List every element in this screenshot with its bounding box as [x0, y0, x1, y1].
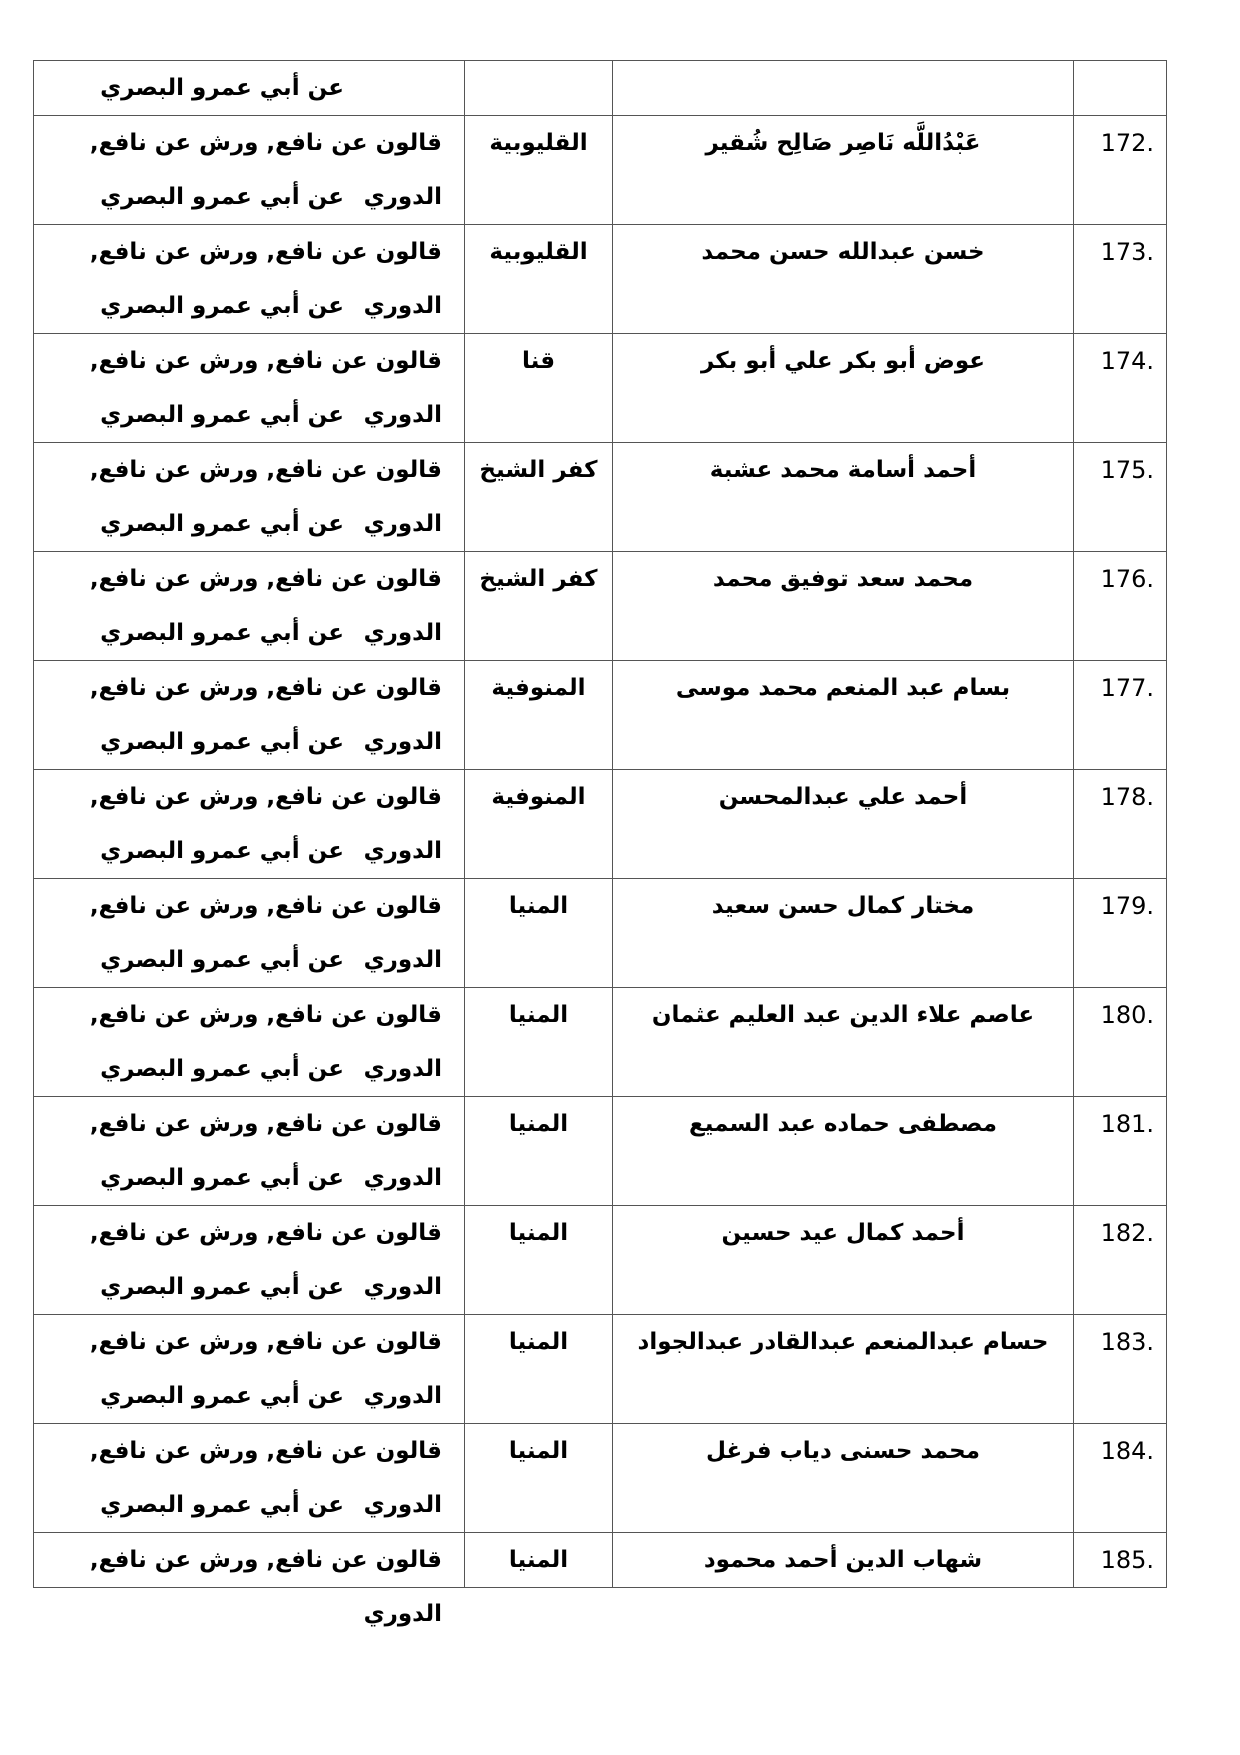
reciter-name: خسن عبدالله حسن محمد — [701, 239, 985, 265]
name-cell — [613, 879, 1074, 988]
recitation-line-2: عن أبي عمرو البصري — [100, 75, 344, 101]
governorate-cell — [465, 1424, 613, 1533]
recitation-line-2: عن أبي عمرو البصري — [100, 1274, 344, 1300]
number-cell — [1074, 116, 1167, 225]
reciter-name: بسام عبد المنعم محمد موسى — [675, 675, 1011, 701]
table-row — [34, 1206, 1167, 1315]
recitation-cell — [34, 1315, 465, 1424]
recitation-line-1: قالون عن نافع, ورش عن نافع, الدوري — [89, 1438, 442, 1518]
recitation-cell — [34, 770, 465, 879]
recitation-cell — [34, 1206, 465, 1315]
row-number: 185. — [1100, 1546, 1154, 1574]
row-number: 181. — [1100, 1110, 1154, 1138]
reciter-name: مختار كمال حسن سعيد — [711, 893, 975, 919]
table-row-continuation — [34, 61, 1167, 116]
governorate-cell — [465, 1097, 613, 1206]
governorate: المنيا — [508, 1438, 569, 1464]
recitation-line-1: قالون عن نافع, ورش عن نافع, الدوري — [89, 1220, 442, 1300]
row-number: 172. — [1100, 129, 1154, 157]
governorate: المنوفية — [491, 675, 586, 701]
recitation-cell — [34, 552, 465, 661]
reciter-name: محمد سعد توفيق محمد — [712, 566, 974, 592]
name-cell — [613, 1097, 1074, 1206]
recitation-cell — [34, 61, 465, 116]
recitation-line-1: قالون عن نافع, ورش عن نافع, الدوري — [89, 239, 442, 319]
number-cell — [1074, 1206, 1167, 1315]
number-cell — [1074, 661, 1167, 770]
governorate-cell — [465, 1206, 613, 1315]
governorate-cell — [465, 334, 613, 443]
number-cell — [1074, 1424, 1167, 1533]
recitation-line-1: قالون عن نافع, ورش عن نافع, الدوري — [89, 1547, 442, 1627]
number-cell — [1074, 61, 1167, 116]
recitation-cell — [34, 116, 465, 225]
table-row — [34, 1315, 1167, 1424]
table-row — [34, 334, 1167, 443]
row-number: 173. — [1100, 238, 1154, 266]
row-number: 176. — [1100, 565, 1154, 593]
number-cell — [1074, 225, 1167, 334]
recitation-line-1: قالون عن نافع, ورش عن نافع, الدوري — [89, 893, 442, 973]
recitation-cell — [34, 225, 465, 334]
recitation-line-2: عن أبي عمرو البصري — [100, 729, 344, 755]
governorate-cell — [465, 552, 613, 661]
row-number: 177. — [1100, 674, 1154, 702]
governorate-cell — [465, 879, 613, 988]
table-row — [34, 661, 1167, 770]
table-row — [34, 770, 1167, 879]
governorate-cell — [465, 770, 613, 879]
table-row — [34, 879, 1167, 988]
recitation-cell — [34, 1097, 465, 1206]
row-number: 175. — [1100, 456, 1154, 484]
recitation-line-2: عن أبي عمرو البصري — [100, 1165, 344, 1191]
recitation-line-1: قالون عن نافع, ورش عن نافع, الدوري — [89, 566, 442, 646]
governorate: المنيا — [508, 1547, 569, 1573]
recitation-line-1: قالون عن نافع, ورش عن نافع, الدوري — [89, 130, 442, 210]
row-number: 174. — [1100, 347, 1154, 375]
number-cell — [1074, 334, 1167, 443]
table-row — [34, 1097, 1167, 1206]
reciter-name: حسام عبدالمنعم عبدالقادر عبدالجواد — [637, 1329, 1049, 1355]
recitation-line-2: عن أبي عمرو البصري — [100, 293, 344, 319]
reciter-name: شهاب الدين أحمد محمود — [703, 1547, 983, 1573]
row-number: 179. — [1100, 892, 1154, 920]
governorate: كفر الشيخ — [479, 566, 598, 592]
governorate-cell — [465, 61, 613, 116]
governorate: المنيا — [508, 1329, 569, 1355]
governorate: قنا — [521, 348, 556, 374]
reciters-table-body — [34, 61, 1167, 1627]
name-cell — [613, 1206, 1074, 1315]
row-number: 182. — [1100, 1219, 1154, 1247]
recitation-line-1: قالون عن نافع, ورش عن نافع, الدوري — [89, 1329, 442, 1409]
recitation-line-2: عن أبي عمرو البصري — [100, 947, 344, 973]
governorate-cell — [465, 225, 613, 334]
recitation-cell — [34, 1533, 465, 1627]
recitation-line-1: قالون عن نافع, ورش عن نافع, الدوري — [89, 1002, 442, 1082]
number-cell — [1074, 988, 1167, 1097]
table-row — [34, 988, 1167, 1097]
table-row — [34, 1533, 1167, 1588]
recitation-line-1: قالون عن نافع, ورش عن نافع, الدوري — [89, 348, 442, 428]
governorate: كفر الشيخ — [479, 457, 598, 483]
number-cell — [1074, 770, 1167, 879]
table-row — [34, 443, 1167, 552]
recitation-line-2: عن أبي عمرو البصري — [100, 838, 344, 864]
name-cell — [613, 225, 1074, 334]
governorate-cell — [465, 1533, 613, 1588]
number-cell — [1074, 1533, 1167, 1588]
governorate: المنيا — [508, 893, 569, 919]
reciter-name: أحمد علي عبدالمحسن — [718, 784, 968, 810]
recitation-line-1: قالون عن نافع, ورش عن نافع, الدوري — [89, 457, 442, 537]
governorate-cell — [465, 661, 613, 770]
number-cell — [1074, 1097, 1167, 1206]
name-cell — [613, 1533, 1074, 1588]
row-number: 184. — [1100, 1437, 1154, 1465]
recitation-line-2: عن أبي عمرو البصري — [100, 1383, 344, 1409]
governorate: القليوبية — [489, 239, 588, 265]
name-cell — [613, 443, 1074, 552]
reciter-name: محمد حسنى دياب فرغل — [706, 1438, 980, 1464]
name-cell — [613, 661, 1074, 770]
governorate: المنوفية — [491, 784, 586, 810]
recitation-cell — [34, 988, 465, 1097]
governorate-cell — [465, 988, 613, 1097]
name-cell — [613, 1315, 1074, 1424]
reciters-table — [33, 60, 1167, 1627]
recitation-line-2: عن أبي عمرو البصري — [100, 402, 344, 428]
name-cell — [613, 1424, 1074, 1533]
row-number: 180. — [1100, 1001, 1154, 1029]
name-cell — [613, 61, 1074, 116]
recitation-cell — [34, 661, 465, 770]
name-cell — [613, 770, 1074, 879]
row-number: 178. — [1100, 783, 1154, 811]
table-row — [34, 116, 1167, 225]
reciter-name: عوض أبو بكر علي أبو بكر — [701, 348, 985, 374]
name-cell — [613, 334, 1074, 443]
governorate-cell — [465, 116, 613, 225]
recitation-line-2: عن أبي عمرو البصري — [100, 511, 344, 537]
name-cell — [613, 116, 1074, 225]
recitation-cell — [34, 879, 465, 988]
reciter-name: مصطفى حماده عبد السميع — [689, 1111, 997, 1137]
table-row — [34, 1424, 1167, 1533]
name-cell — [613, 552, 1074, 661]
governorate: المنيا — [508, 1220, 569, 1246]
governorate: القليوبية — [489, 130, 588, 156]
recitation-cell — [34, 1424, 465, 1533]
recitation-line-1: قالون عن نافع, ورش عن نافع, الدوري — [89, 1111, 442, 1191]
reciter-name: أحمد كمال عيد حسين — [721, 1220, 965, 1246]
number-cell — [1074, 879, 1167, 988]
governorate: المنيا — [508, 1002, 569, 1028]
number-cell — [1074, 1315, 1167, 1424]
recitation-line-1: قالون عن نافع, ورش عن نافع, الدوري — [89, 784, 442, 864]
governorate: المنيا — [508, 1111, 569, 1137]
reciter-name: أحمد أسامة محمد عشبة — [709, 457, 977, 483]
recitation-cell — [34, 443, 465, 552]
recitation-line-2: عن أبي عمرو البصري — [100, 1492, 344, 1518]
number-cell — [1074, 552, 1167, 661]
recitation-line-2: عن أبي عمرو البصري — [100, 184, 344, 210]
recitation-line-1: قالون عن نافع, ورش عن نافع, الدوري — [89, 675, 442, 755]
governorate-cell — [465, 1315, 613, 1424]
reciter-name: عَبْدُاللَّه نَاصِر صَالِح شُقير — [705, 130, 981, 156]
table-row — [34, 225, 1167, 334]
recitation-cell — [34, 334, 465, 443]
number-cell — [1074, 443, 1167, 552]
row-number: 183. — [1100, 1328, 1154, 1356]
recitation-line-2: عن أبي عمرو البصري — [100, 1056, 344, 1082]
table-row — [34, 552, 1167, 661]
reciter-name: عاصم علاء الدين عبد العليم عثمان — [651, 1002, 1035, 1028]
governorate-cell — [465, 443, 613, 552]
name-cell — [613, 988, 1074, 1097]
recitation-line-2: عن أبي عمرو البصري — [100, 620, 344, 646]
